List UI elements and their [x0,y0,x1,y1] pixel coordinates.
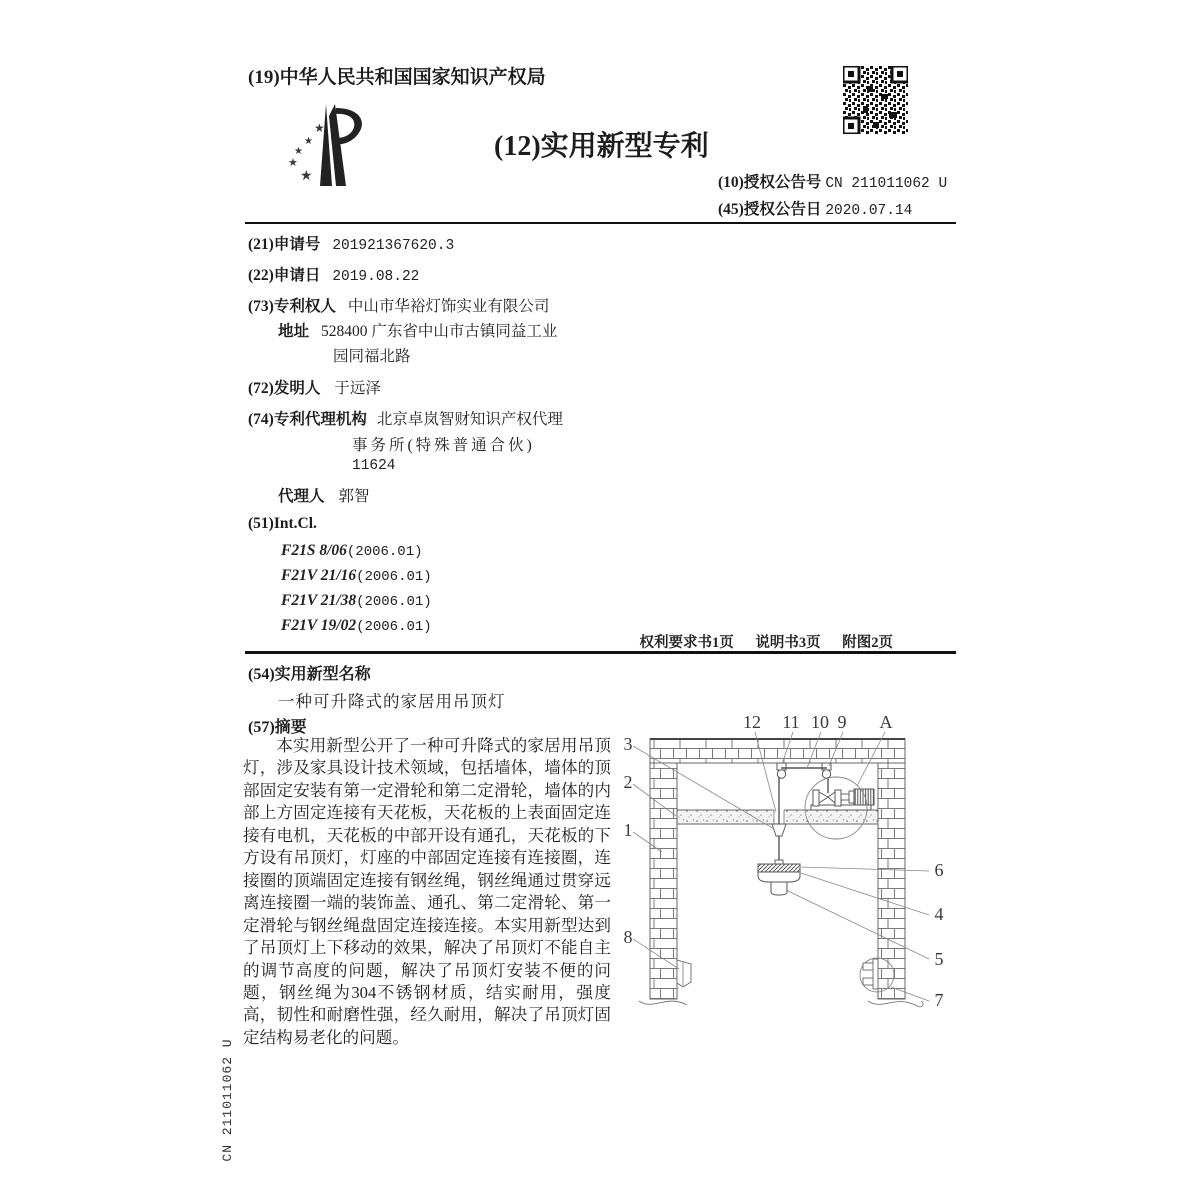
class-code: F21V 21/38 [281,592,357,609]
svg-text:★: ★ [314,121,325,135]
svg-text:★: ★ [300,169,313,184]
header-divider [245,222,956,224]
agency-line1: 北京卓岚智财知识产权代理 [376,411,563,428]
abstract-label: (57)摘要 [248,719,307,736]
patent-figure [615,698,960,1033]
pages-info [245,631,893,652]
ref-6: 6 [934,860,944,880]
cnipa-logo [280,98,375,190]
ref-9: 9 [837,712,847,732]
ref-1: 1 [623,820,633,840]
address-line2: 园同福北路 [333,348,411,365]
pub-number-row [718,170,947,192]
classification-item [281,592,432,610]
title-label: (54)实用新型名称 [248,666,371,683]
pub-number-value: CN 211011062 U [825,176,948,192]
agency-label: (74)专利代理机构 [248,411,367,428]
class-code: F21V 21/16 [281,567,357,584]
inventor-label: (72)发明人 [248,380,321,397]
ref-11: 11 [782,712,800,732]
address-label: 地址 [278,323,310,340]
ref-4: 4 [934,904,944,924]
pub-date-row [718,197,912,219]
ref-2: 2 [623,772,633,792]
abstract-text: 本实用新型公开了一种可升降式的家居用吊顶灯，涉及家具设计技术领域，包括墙体，墙体的顶部固定安装有第一定滑轮和第二定滑轮，墙体的内部上方固定连接有天花板，天花板的上表面固定连接有电机，天花板的中部开设有通孔，天花板的下方设有吊顶灯，灯座的中部固定连接有连接圈，连接圈的顶端固定连接有钢丝绳，钢丝绳通过贯穿远离连接圈一端的装饰盖、通孔、第二定滑轮、第一定滑轮与钢丝绳盘固定连接连接。本实用新型达到了吊顶灯上下移动的效果，解决了吊顶灯不能自主的调节高度的问题，解决了吊顶灯安装不便的问题，钢丝绳为304不锈钢材质，结实耐用，强度高，韧性和耐磨性强，经久耐用，解决了吊顶灯固定结构易老化的问题。 [243,736,611,1047]
doc-type-title: (12)实用新型专利 [494,131,709,162]
agency-line2: 事务所(特殊普通合伙) [352,437,535,454]
class-ver: (2006.01) [356,569,432,585]
ref-5: 5 [934,949,944,969]
ceiling-board [677,809,878,825]
patentee-label: (73)专利权人 [248,298,336,315]
svg-text:★: ★ [294,146,303,157]
claims-pages: 权利要求书1页 [639,635,734,651]
agent-row [278,484,370,506]
patentee-value: 中山市华裕灯饰实业有限公司 [347,298,550,315]
ref-8: 8 [623,927,633,947]
ref-3: 3 [623,734,633,754]
app-number-value: 201921367620.3 [332,238,455,254]
pub-date-value: 2020.07.14 [825,203,913,219]
intcl-label: (51)Int.Cl. [248,515,317,532]
section-divider [245,651,956,654]
class-code: F21V 19/02 [281,617,357,634]
vertical-doc-id: CN 211011062 U [220,1038,235,1162]
svg-text:★: ★ [304,136,313,147]
description-pages: 说明书3页 [755,635,821,651]
agency-code: 11624 [352,458,396,474]
invention-title: 一种可升降式的家居用吊顶灯 [278,692,506,711]
pub-date-label: (45)授权公告日 [718,201,822,218]
class-ver: (2006.01) [356,594,432,610]
address-line1: 528400 广东省中山市古镇同益工业 [321,323,558,340]
classification-item [281,567,432,585]
pub-number-label: (10)授权公告号 [718,174,822,191]
inventor-row [248,376,381,398]
inventor-value: 于远泽 [334,380,381,397]
ref-7: 7 [934,990,944,1010]
agent-value: 郭智 [338,488,370,505]
class-code: F21S 8/06 [281,542,347,559]
app-number-label: (21)申请号 [248,236,321,253]
app-date-label: (22)申请日 [248,267,321,284]
app-date-value: 2019.08.22 [332,269,420,285]
qr-code [843,66,908,134]
ref-10: 10 [811,712,829,732]
figure-pages: 附图2页 [842,635,893,651]
address-row [278,319,557,341]
issuing-office: (19)中华人民共和国国家知识产权局 [248,67,546,88]
patentee-row [248,294,549,316]
agent-label: 代理人 [278,488,325,505]
app-date-row [248,263,419,285]
winch-motor-assembly [805,777,874,839]
break-lines [639,1001,923,1007]
agency-row [248,407,563,429]
svg-text:★: ★ [288,157,298,169]
class-ver: (2006.01) [356,619,432,635]
wall-fittings [677,958,894,992]
app-number-row [248,232,454,254]
ref-12: 12 [743,712,761,732]
classification-item [281,542,423,560]
ref-A: A [879,712,893,732]
class-ver: (2006.01) [346,544,423,560]
